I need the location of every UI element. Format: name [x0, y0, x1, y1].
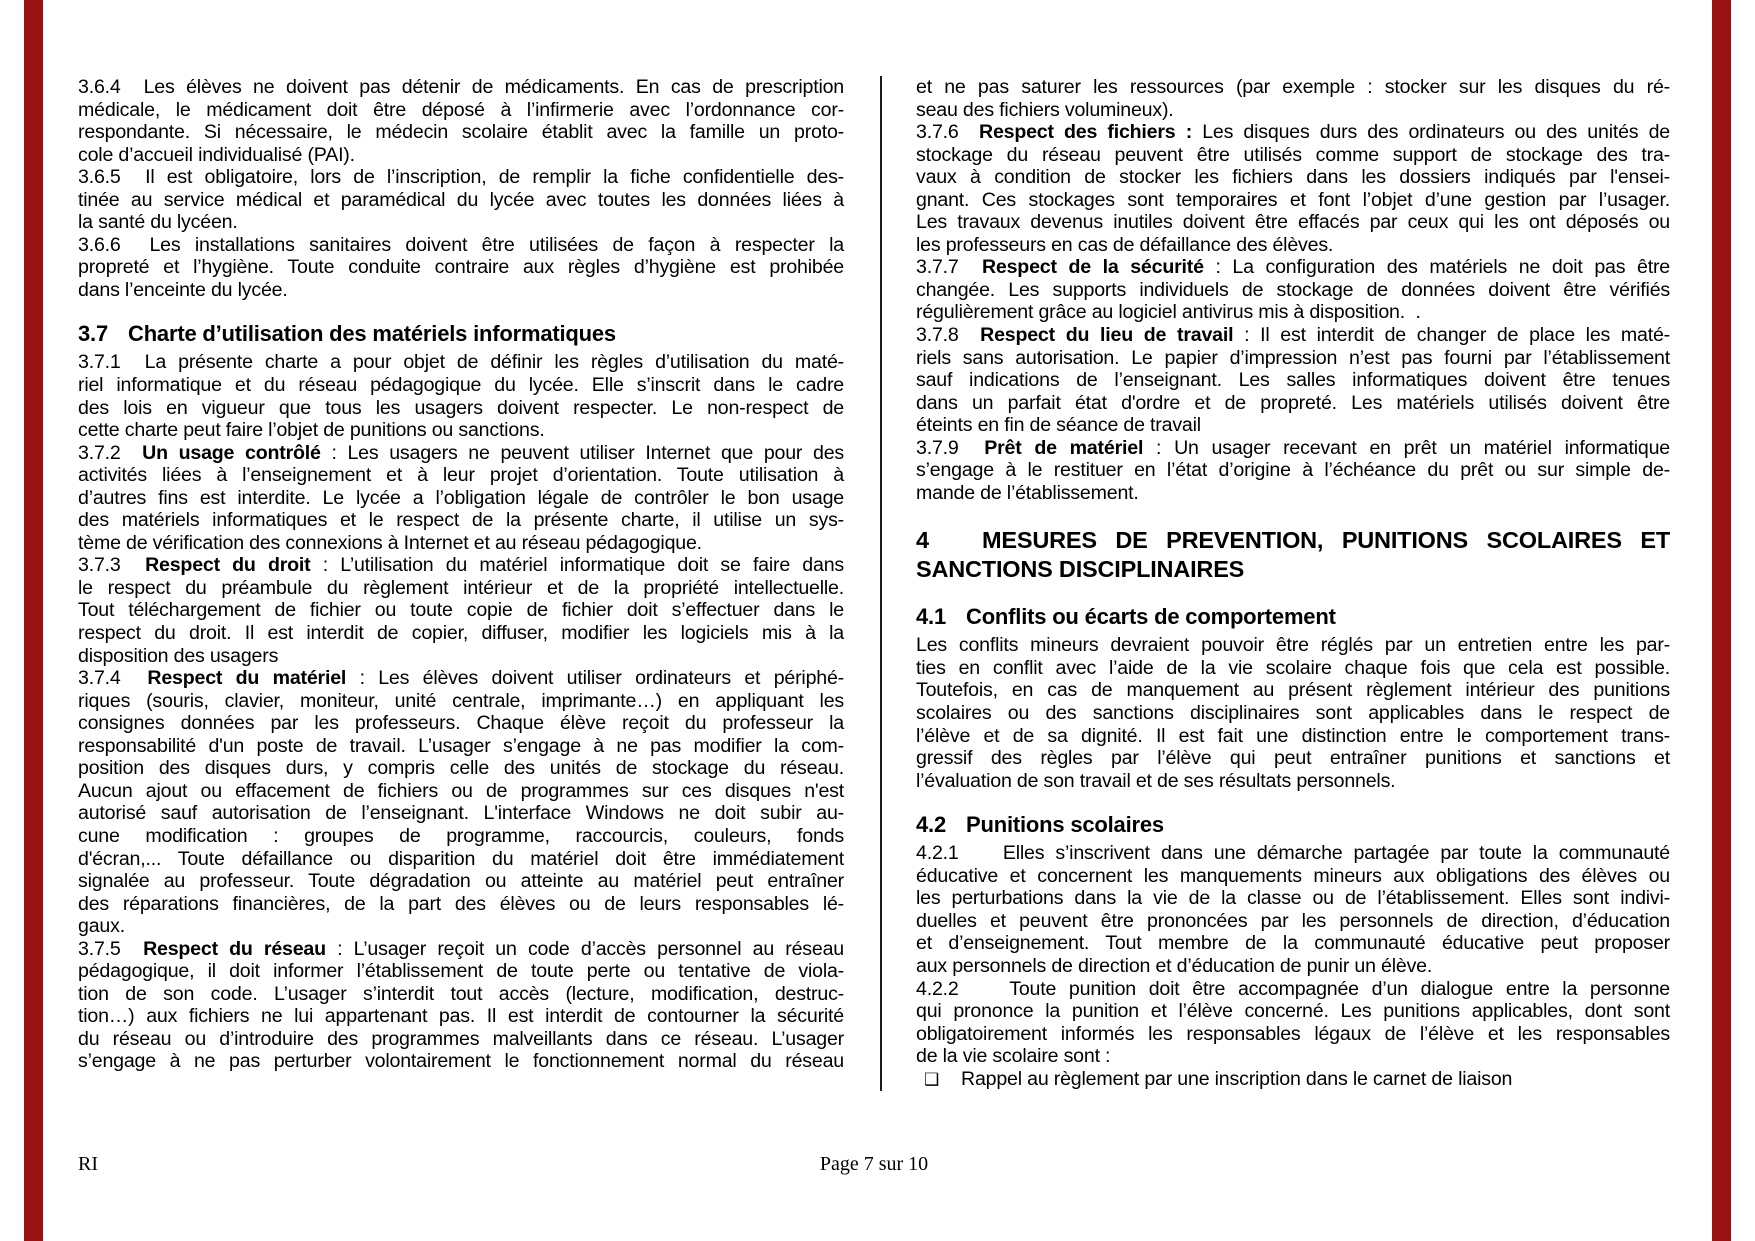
- text-run: les professeurs en cas de défaillance des élèves.: [916, 233, 1334, 256]
- paragraph-line: [916, 1023, 1670, 1046]
- text-run: 3.7.1 La présente charte a pour objet de définir les règles d’utilisation du maté-: [78, 351, 844, 374]
- paragraph: [78, 442, 844, 555]
- paragraph-line: [78, 442, 844, 465]
- paragraph-line: [78, 757, 844, 780]
- column-right: [916, 76, 1670, 1091]
- paragraph-line: [78, 554, 844, 577]
- paragraph-line: [78, 1050, 844, 1073]
- paragraph-line: [916, 770, 1670, 793]
- paragraph-line: [916, 99, 1670, 122]
- paragraph-line: [916, 747, 1670, 770]
- text-run: MESURES DE PREVENTION, PUNITIONS SCOLAIRES ET: [982, 527, 1670, 554]
- paragraph-line: [78, 351, 844, 374]
- text-run: cole d’accueil individualisé (PAI).: [78, 143, 355, 166]
- paragraph-line: [916, 978, 1670, 1001]
- paragraph: [916, 121, 1670, 256]
- paragraph-line: [78, 599, 844, 622]
- text-run: duelles et peuvent être prononcées par les personnels de direction, d’éducation: [916, 909, 1670, 932]
- bullet-item: [916, 1068, 1670, 1092]
- text-run: Respect du droit: [145, 554, 311, 577]
- paragraph-line: [78, 509, 844, 532]
- paragraph-line: [78, 166, 844, 189]
- text-run: : L’usager reçoit un code d’accès personnel au réseau: [325, 937, 844, 960]
- paragraph: [916, 324, 1670, 437]
- text-run: dans un parfait état d'ordre et de propreté. Les matériels utilisés doivent être: [916, 391, 1670, 414]
- paragraph-line: [78, 99, 844, 122]
- text-run: s’engage à le restituer en l’état d’origine à l’échéance du prêt ou sur simple de-: [916, 459, 1670, 482]
- paragraph-line: [916, 887, 1670, 910]
- paragraph-line: [78, 419, 844, 442]
- text-run: autorisé sauf autorisation de l’enseignant. L'interface Windows ne doit subir au-: [78, 802, 844, 825]
- paragraph-line: [916, 121, 1670, 144]
- paragraph: [916, 256, 1670, 324]
- paragraph-line: [78, 690, 844, 713]
- text-run: Respect du réseau: [143, 937, 326, 960]
- text-run: s’engage à ne pas perturber volontairement le fonctionnement normal du réseau: [78, 1050, 844, 1073]
- text-run: Aucun ajout ou effacement de fichiers ou de programmes sur ces disques n'est: [78, 779, 844, 802]
- text-run: 3.6.5 Il est obligatoire, lors de l’inscription, de remplir la fiche confidentielle des-: [78, 166, 844, 189]
- text-run: de la vie scolaire sont :: [916, 1045, 1111, 1068]
- section-title: Punitions scolaires: [966, 812, 1164, 838]
- text-run: et d’enseignement. Tout membre de la communauté éducative peut proposer: [916, 932, 1670, 955]
- text-run: Les disques durs des ordinateurs ou des unités de: [1192, 121, 1670, 144]
- paragraph-line: [78, 464, 844, 487]
- text-run: obligatoirement informés les responsables légaux de l’élève et les responsables: [916, 1022, 1670, 1045]
- text-run: signalée au professeur. Toute dégradation ou atteinte au matériel peut entraîner: [78, 870, 844, 893]
- two-column-layout: [78, 76, 1670, 1091]
- paragraph-line: [78, 121, 844, 144]
- paragraph-line: [916, 702, 1670, 725]
- paragraph-line: [78, 487, 844, 510]
- text-run: 3.7.6: [916, 121, 979, 144]
- text-run: tion…) aux fichiers ne lui appartenant pas. Il est interdit de contourner la sécurité: [78, 1005, 844, 1028]
- paragraph: [916, 76, 1670, 121]
- paragraph-line: [78, 622, 844, 645]
- paragraph-line: [78, 577, 844, 600]
- section-number: 3.7: [78, 321, 108, 347]
- text-run: et ne pas saturer les ressources (par exemple : stocker sur les disques du ré-: [916, 76, 1670, 98]
- text-run: tinée au service médical et paramédical du lycée avec toutes les données liées à: [78, 188, 844, 211]
- text-run: Respect du lieu de travail: [980, 324, 1234, 347]
- text-run: aux personnels de direction et d’éducation de punir un élève.: [916, 954, 1433, 977]
- section-title: Charte d’utilisation des matériels informatiques: [128, 321, 616, 347]
- text-run: les perturbations dans la vie de la classe ou de l’établissement. Elles sont indivi-: [916, 887, 1670, 910]
- paragraph-line: [916, 482, 1670, 505]
- text-run: Prêt de matériel: [984, 436, 1144, 459]
- paragraph: [916, 842, 1670, 977]
- text-run: vaux à condition de stocker les fichiers dans les dossiers indiqués par l'ensei-: [916, 166, 1670, 189]
- text-run: cette charte peut faire l’objet de punitions ou sanctions.: [78, 419, 545, 442]
- paragraph-line: [916, 1000, 1670, 1023]
- text-run: riel informatique et du réseau pédagogique du lycée. Elle s’inscrit dans le cadre: [78, 374, 844, 397]
- left-edge-bar: [24, 0, 43, 1241]
- page-footer: [78, 1152, 1670, 1176]
- text-run: Les conflits mineurs devraient pouvoir être réglés par un entretien entre les par-: [916, 634, 1670, 657]
- text-run: 3.7.8: [916, 324, 981, 347]
- paragraph-line: [916, 725, 1670, 748]
- text-run: : Un usager recevant en prêt un matériel informatique: [1143, 436, 1670, 459]
- paragraph-line: [916, 279, 1670, 302]
- text-run: la santé du lycéen.: [78, 211, 238, 234]
- text-run: position des disques durs, y compris celle des unités de stockage du réseau.: [78, 757, 844, 780]
- paragraph-line: [916, 679, 1670, 702]
- paragraph-line: [78, 960, 844, 983]
- text-run: scolaires ou des sanctions disciplinaires sont applicables dans le respect de: [916, 702, 1670, 725]
- paragraph-line: [916, 256, 1670, 279]
- paragraph-line: [78, 1028, 844, 1051]
- text-run: 3.6.6 Les installations sanitaires doivent être utilisées de façon à respecter la: [78, 233, 844, 256]
- text-run: cune modification : groupes de programme, raccourcis, couleurs, fonds: [78, 824, 844, 847]
- paragraph-line: [78, 645, 844, 668]
- text-run: Les travaux devenus inutiles doivent être effacés par ceux qui les ont déposés ou: [916, 211, 1670, 234]
- text-run: sauf indications de l’enseignant. Les salles informatiques doivent être tenues: [916, 369, 1670, 392]
- text-run: SANCTIONS DISCIPLINAIRES: [916, 556, 1245, 583]
- paragraph-line: [78, 234, 844, 257]
- paragraph-line: [78, 279, 844, 302]
- text-run: gnant. Ces stockages sont temporaires et font l’objet d’une gestion par l’usager.: [916, 188, 1670, 211]
- right-edge-bar: [1712, 0, 1731, 1241]
- text-run: d'écran,... Toute défaillance ou disparition du matériel doit être immédiatement: [78, 847, 844, 870]
- paragraph-line: [78, 893, 844, 916]
- text-run: des lois en vigueur que tous les usagers doivent respecter. Le non-respect de: [78, 396, 844, 419]
- heading-line: [916, 526, 1670, 555]
- paragraph: [78, 234, 844, 302]
- text-run: riques (souris, clavier, moniteur, unité centrale, imprimante…) en appliquant les: [78, 689, 844, 712]
- paragraph-line: [78, 189, 844, 212]
- heading-line: [916, 555, 1670, 584]
- paragraph-line: [916, 189, 1670, 212]
- section-heading: [916, 812, 1670, 838]
- paragraph-line: [916, 347, 1670, 370]
- paragraph: [78, 667, 844, 938]
- paragraph-line: [78, 76, 844, 99]
- paragraph-line: [78, 870, 844, 893]
- text-run: l’évaluation de son travail et de ses résultats personnels.: [916, 769, 1396, 792]
- text-run: propreté et l’hygiène. Toute conduite contraire aux règles d’hygiène est prohibée: [78, 256, 844, 279]
- text-run: éteints en fin de séance de travail: [916, 414, 1201, 437]
- paragraph-line: [78, 532, 844, 555]
- paragraph-line: [916, 842, 1670, 865]
- paragraph-line: [78, 780, 844, 803]
- text-run: mande de l’établissement.: [916, 481, 1139, 504]
- text-run: 3.7.2: [78, 441, 143, 464]
- paragraph-line: [78, 735, 844, 758]
- text-run: 3.6.4 Les élèves ne doivent pas détenir de médicaments. En cas de prescription: [78, 76, 844, 98]
- paragraph-line: [78, 802, 844, 825]
- text-run: Un usage contrôlé: [142, 441, 321, 464]
- text-run: Tout téléchargement de fichier ou toute copie de fichier doit s’effectuer dans le: [78, 599, 844, 622]
- paragraph: [78, 76, 844, 166]
- section-title: Conflits ou écarts de comportement: [966, 604, 1336, 630]
- paragraph-line: [916, 76, 1670, 99]
- text-run: éducative et concernent les manquements mineurs aux obligations des élèves ou: [916, 864, 1670, 887]
- text-run: changée. Les supports individuels de stockage de données doivent être vérifiés: [916, 278, 1670, 301]
- text-run: dans l’enceinte du lycée.: [78, 278, 288, 301]
- section-number: 4.2: [916, 812, 946, 838]
- text-run: 3.7.7: [916, 256, 982, 279]
- paragraph-line: [78, 712, 844, 735]
- paragraph-line: [916, 211, 1670, 234]
- text-run: Respect des fichiers :: [979, 121, 1193, 144]
- paragraph: [78, 351, 844, 441]
- bullet-text: Rappel au règlement par une inscription dans le carnet de liaison: [961, 1067, 1513, 1090]
- paragraph-line: [916, 144, 1670, 167]
- text-run: activités liées à l’enseignement et à leur projet d’orientation. Toute utilisation à: [78, 464, 844, 487]
- text-run: pédagogique, il doit informer l’établissement de toute perte ou tentative de viola-: [78, 960, 844, 983]
- text-run: Respect du matériel: [147, 667, 347, 690]
- text-run: : L’utilisation du matériel informatique doit se faire dans: [310, 554, 844, 577]
- paragraph-line: [916, 1045, 1670, 1068]
- paragraph-line: [916, 865, 1670, 888]
- paragraph-line: [78, 397, 844, 420]
- paragraph-line: [916, 234, 1670, 257]
- chapter-heading: [916, 526, 1670, 584]
- paragraph: [916, 437, 1670, 505]
- text-run: responsabilité d'un poste de travail. L’usager s’engage à ne pas modifier la com-: [78, 734, 844, 757]
- text-run: qui prononce la punition et l’élève concerné. Les punitions applicables, dont sont: [916, 1000, 1670, 1023]
- paragraph-line: [916, 955, 1670, 978]
- text-run: respondante. Si nécessaire, le médecin scolaire établit avec la famille un proto-: [78, 121, 844, 144]
- paragraph-line: [916, 301, 1670, 324]
- paragraph-line: [916, 910, 1670, 933]
- paragraph-line: [78, 1005, 844, 1028]
- paragraph-line: [78, 825, 844, 848]
- footer-page-number: Page 7 sur 10: [819, 1153, 929, 1175]
- text-run: Toutefois, en cas de manquement au présent règlement intérieur des punitions: [916, 679, 1670, 702]
- text-run: gaux.: [78, 915, 125, 938]
- text-run: tion de son code. L’usager s’interdit tout accès (lecture, modification, destruc-: [78, 982, 844, 1005]
- text-run: tème de vérification des connexions à Internet et au réseau pédagogique.: [78, 531, 702, 554]
- text-run: 3.7.3: [78, 554, 146, 577]
- footer-doc-label: RI: [78, 1153, 98, 1175]
- text-run: le respect du préambule du règlement intérieur et de la propriété intellectuelle.: [78, 576, 844, 599]
- text-run: 3.7.5: [78, 937, 144, 960]
- text-run: médicale, le médicament doit être déposé à l’infirmerie avec l’ordonnance cor-: [78, 98, 844, 121]
- paragraph-line: [78, 211, 844, 234]
- paragraph: [78, 938, 844, 1073]
- paragraph-line: [916, 932, 1670, 955]
- paragraph-line: [916, 392, 1670, 415]
- section-heading: [78, 321, 844, 347]
- paragraph-line: [78, 667, 844, 690]
- text-run: Respect de la sécurité: [981, 256, 1204, 279]
- text-run: régulièrement grâce au logiciel antivirus mis à disposition. .: [916, 301, 1421, 324]
- paragraph: [78, 166, 844, 234]
- text-run: 4: [916, 527, 929, 554]
- column-divider: [880, 76, 882, 1091]
- column-left: [78, 76, 844, 1091]
- text-run: : Les élèves doivent utiliser ordinateurs et périphé-: [346, 667, 844, 690]
- paragraph-line: [916, 459, 1670, 482]
- text-run: l’élève et de sa dignité. Il est fait une distinction entre le comportement trans-: [916, 724, 1670, 747]
- paragraph-line: [78, 915, 844, 938]
- text-run: consignes données par les professeurs. Chaque élève reçoit du professeur la: [78, 712, 844, 735]
- paragraph-line: [916, 166, 1670, 189]
- section-heading: [916, 604, 1670, 630]
- paragraph-line: [78, 938, 844, 961]
- text-run: stockage du réseau peuvent être utilisés comme support de stockage des tra-: [916, 143, 1670, 166]
- text-run: du réseau ou d’introduire des programmes malveillants dans ce réseau. L’usager: [78, 1027, 844, 1050]
- paragraph-line: [78, 374, 844, 397]
- paragraph: [78, 554, 844, 667]
- section-number: 4.1: [916, 604, 946, 630]
- square-bullet-icon: ❑: [924, 1069, 940, 1089]
- text-run: riels sans autorisation. Le papier d’impression n’est pas fourni par l’établissement: [916, 346, 1670, 369]
- text-run: 3.7.9: [916, 436, 985, 459]
- text-run: : Il est interdit de changer de place les maté-: [1233, 324, 1670, 347]
- paragraph: [916, 978, 1670, 1068]
- paragraph-line: [916, 634, 1670, 657]
- text-run: 4.2.2 Toute punition doit être accompagnée d’un dialogue entre la personne: [916, 977, 1670, 1000]
- text-run: : Les usagers ne peuvent utiliser Internet que pour des: [320, 441, 844, 464]
- text-run: gressif des règles par l’élève qui peut entraîner punitions et sanctions et: [916, 747, 1670, 770]
- text-run: respect du droit. Il est interdit de copier, diffuser, modifier les logiciels mis à la: [78, 622, 844, 645]
- text-run: : La configuration des matériels ne doit pas être: [1203, 256, 1670, 279]
- paragraph-line: [916, 414, 1670, 437]
- text-run: d’autres fins est interdite. Le lycée a l’obligation légale de contrôler le bon usage: [78, 486, 844, 509]
- paragraph: [916, 634, 1670, 792]
- paragraph-line: [916, 324, 1670, 347]
- text-run: des réparations financières, de la part des élèves ou de leurs responsables lé-: [78, 892, 844, 915]
- paragraph-line: [78, 144, 844, 167]
- text-run: des matériels informatiques et le respect de la présente charte, il utilise un sys-: [78, 509, 844, 532]
- text-run: 4.2.1 Elles s’inscrivent dans une démarche partagée par toute la communauté: [916, 842, 1670, 865]
- text-run: disposition des usagers: [78, 644, 279, 667]
- paragraph-line: [78, 983, 844, 1006]
- paragraph-line: [78, 848, 844, 871]
- paragraph-line: [78, 256, 844, 279]
- paragraph-line: [916, 657, 1670, 680]
- paragraph-line: [916, 437, 1670, 460]
- text-run: 3.7.4: [78, 667, 148, 690]
- paragraph-line: [916, 369, 1670, 392]
- document-page: [78, 76, 1670, 1091]
- text-run: seau des fichiers volumineux).: [916, 98, 1174, 121]
- text-run: ties en conflit avec l’aide de la vie scolaire chaque fois que cela est possible.: [916, 656, 1670, 679]
